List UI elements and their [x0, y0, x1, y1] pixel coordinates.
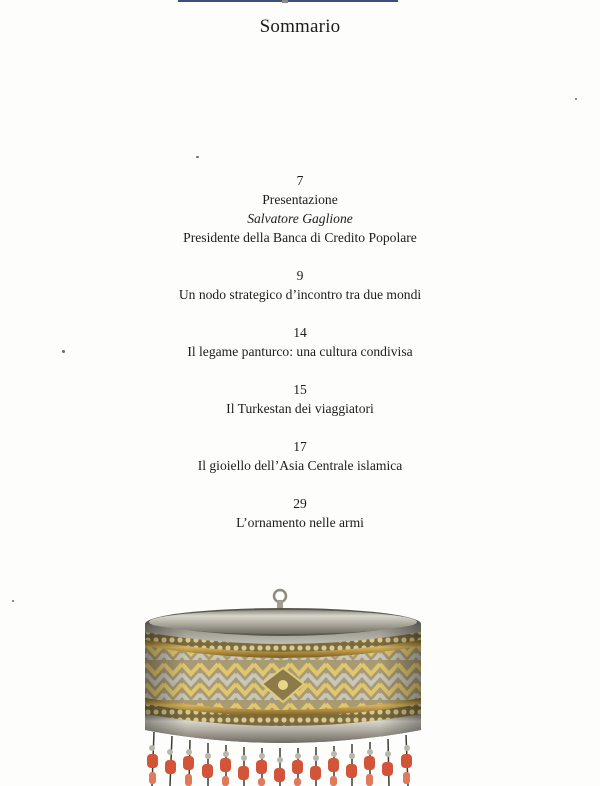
toc-page-number: 29	[293, 496, 307, 511]
toc-entry-ornamento-armi[interactable]	[0, 494, 600, 532]
toc-author: Salvatore Gaglione	[247, 211, 353, 226]
toc-page-number: 14	[293, 325, 307, 340]
scan-speck	[196, 156, 199, 158]
toc-page-number: 15	[293, 382, 307, 397]
scan-speck	[12, 600, 14, 602]
toc-title: Presentazione	[262, 192, 338, 207]
top-rule-tab	[282, 0, 288, 3]
toc-author-role: Presidente della Banca di Credito Popolare	[183, 230, 417, 245]
toc-page-number: 17	[293, 439, 307, 454]
toc-title: Il legame panturco: una cultura condivisa	[187, 344, 413, 359]
bracelet-illustration	[128, 580, 438, 786]
toc-page-number: 9	[296, 268, 304, 283]
toc-title: Il Turkestan dei viaggiatori	[226, 401, 374, 416]
toc-title: Un nodo strategico d’incontro tra due mondi	[178, 287, 422, 302]
toc-page-number: 7	[296, 173, 304, 188]
toc-title: L’ornamento nelle armi	[236, 515, 364, 530]
table-of-contents	[0, 171, 600, 551]
toc-entry-gioiello[interactable]	[0, 437, 600, 475]
page-title: Sommario	[259, 16, 341, 37]
scan-speck	[575, 98, 577, 100]
toc-entry-nodo-strategico[interactable]	[0, 266, 600, 304]
scan-speck	[62, 350, 65, 353]
toc-entry-turkestan[interactable]	[0, 380, 600, 418]
toc-entry-legame-panturco[interactable]	[0, 323, 600, 361]
toc-entry-presentazione[interactable]	[0, 171, 600, 247]
top-rule	[178, 0, 398, 2]
toc-title: Il gioiello dell’Asia Centrale islamica	[197, 458, 403, 473]
